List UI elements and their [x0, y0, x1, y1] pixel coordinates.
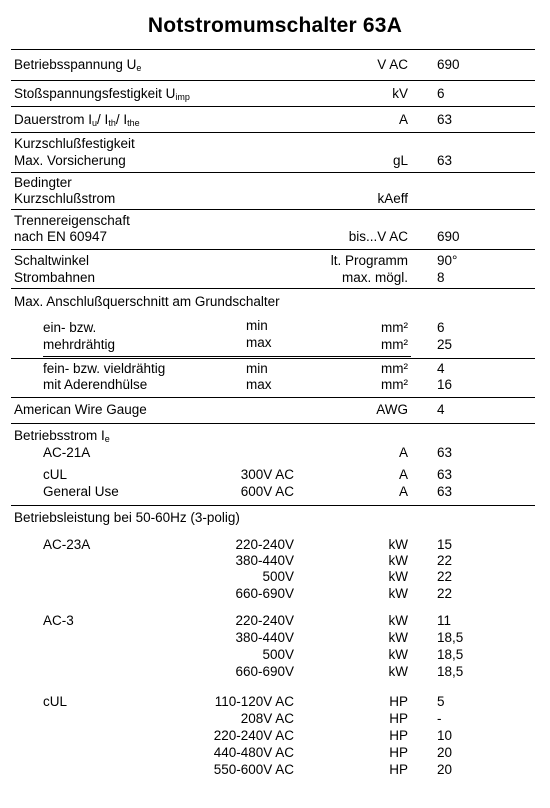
spec-unit: kW — [388, 586, 408, 601]
spec-value: 11 — [437, 613, 452, 628]
spec-value: 22 — [437, 586, 453, 601]
spec-label-trennereigenschaft: Trennereigenschaft — [14, 213, 130, 228]
spec-value: 4 — [437, 361, 445, 376]
spec-unit: A — [398, 445, 408, 460]
divider — [11, 505, 535, 506]
spec-value: 63 — [437, 445, 453, 460]
spec-unit: HP — [389, 745, 408, 760]
voltage-label: 660-690V — [235, 586, 294, 601]
spec-unit: A — [398, 467, 408, 482]
spec-label-schaltwinkel: Schaltwinkel — [14, 253, 90, 268]
divider — [11, 209, 535, 210]
spec-unit: mm² — [381, 377, 408, 392]
spec-unit: mm² — [381, 337, 408, 352]
spec-unit: kW — [388, 613, 408, 628]
spec-value: 10 — [437, 728, 453, 743]
voltage-label: 220-240V — [235, 537, 294, 552]
spec-value: 25 — [437, 337, 453, 352]
section-header-betriebsleistung: Betriebsleistung bei 50-60Hz (3-polig) — [14, 510, 240, 525]
spec-label-strombahnen: Strombahnen — [14, 270, 96, 285]
row-label: AC-21A — [43, 445, 91, 460]
voltage-label: 220-240V AC — [213, 728, 294, 743]
group-label: mehrdrähtig — [43, 337, 116, 352]
divider — [11, 172, 535, 173]
spec-label-kurzschlussstrom: Kurzschlußstrom — [14, 191, 116, 206]
condition-label: max — [246, 377, 272, 392]
spec-unit: HP — [389, 711, 408, 726]
voltage-label: 440-480V AC — [213, 745, 294, 760]
spec-unit: HP — [389, 728, 408, 743]
divider — [11, 80, 535, 81]
spec-value: 90° — [437, 253, 458, 268]
spec-unit: HP — [389, 762, 408, 777]
group-label: mit Aderendhülse — [43, 377, 148, 392]
group-label-ac3: AC-3 — [43, 613, 74, 628]
spec-label-betriebsspannung: Betriebsspannung $U_e$ — [14, 57, 142, 73]
voltage-label: 500V — [262, 569, 294, 584]
spec-unit: gL — [392, 153, 408, 168]
voltage-label: 110-120V AC — [214, 694, 294, 709]
spec-value: 20 — [437, 762, 453, 777]
spec-value: 15 — [437, 537, 453, 552]
spec-label-bedingter: Bedingter — [14, 175, 72, 190]
spec-label-vorsicherung: Max. Vorsicherung — [14, 153, 126, 168]
spec-unit: kV — [392, 86, 408, 101]
spec-label-dauerstrom: Dauerstrom $I_u/$ $I_{th}/$ $I_{the}$ — [14, 112, 140, 128]
divider — [11, 249, 535, 250]
group-label: ein- bzw. — [43, 320, 97, 335]
voltage-label: 380-440V — [235, 553, 294, 568]
spec-unit: kW — [388, 647, 408, 662]
spec-unit: kW — [388, 664, 408, 679]
divider — [43, 356, 411, 357]
group-label: fein- bzw. vieldrähtig — [43, 361, 166, 376]
spec-unit: AWG — [376, 402, 408, 417]
voltage-label: 500V — [262, 647, 294, 662]
spec-value: 22 — [437, 569, 453, 584]
section-header-anschluss: Max. Anschlußquerschnitt am Grundschalter — [14, 294, 280, 309]
spec-label-norm: nach EN 60947 — [14, 229, 108, 244]
spec-value: 22 — [437, 553, 453, 568]
divider — [11, 132, 535, 133]
condition-label: min — [246, 318, 268, 333]
spec-unit: kAeff — [377, 191, 408, 206]
spec-value: 690 — [437, 57, 460, 72]
spec-unit: kW — [388, 569, 408, 584]
condition-label: 300V AC — [240, 467, 294, 482]
spec-value: 4 — [437, 402, 445, 417]
spec-unit: mm² — [381, 361, 408, 376]
spec-value: 18,5 — [437, 647, 464, 662]
divider — [11, 49, 535, 50]
divider — [11, 288, 535, 289]
divider — [11, 423, 535, 424]
spec-value: - — [437, 711, 442, 726]
divider — [11, 106, 535, 107]
spec-unit: kW — [388, 553, 408, 568]
condition-label: max — [246, 335, 272, 350]
spec-label-kurzschlussfestigkeit: Kurzschlußfestigkeit — [14, 136, 135, 151]
spec-unit: bis...V AC — [348, 229, 408, 244]
spec-value: 6 — [437, 320, 445, 335]
spec-unit: V AC — [377, 57, 408, 72]
spec-unit: HP — [389, 694, 408, 709]
spec-unit: A — [398, 484, 408, 499]
spec-label-awg: American Wire Gauge — [14, 402, 147, 417]
spec-value: 8 — [437, 270, 445, 285]
spec-unit: kW — [388, 537, 408, 552]
spec-unit: mm² — [381, 320, 408, 335]
row-label: cUL — [43, 467, 68, 482]
group-label-cul: cUL — [43, 694, 68, 709]
condition-label: min — [246, 361, 268, 376]
spec-value: 63 — [437, 467, 453, 482]
page-title: Notstromumschalter 63A — [147, 14, 403, 37]
section-header-betriebsstrom: Betriebsstrom $I_e$ — [14, 428, 110, 444]
voltage-label: 660-690V — [235, 664, 294, 679]
spec-label-stossspannung: Stoßspannungsfestigkeit $U_{imp}$ — [14, 86, 190, 102]
divider — [11, 358, 535, 359]
spec-unit: kW — [388, 630, 408, 645]
spec-value: 63 — [437, 153, 453, 168]
spec-value: 690 — [437, 229, 460, 244]
spec-unit: lt. Programm — [330, 253, 408, 268]
spec-value: 63 — [437, 112, 453, 127]
spec-value: 16 — [437, 377, 453, 392]
row-label: General Use — [43, 484, 119, 499]
spec-value: 5 — [437, 694, 445, 709]
spec-value: 6 — [437, 86, 445, 101]
voltage-label: 550-600V AC — [213, 762, 294, 777]
spec-unit: max. mögl. — [341, 270, 408, 285]
spec-value: 18,5 — [437, 664, 464, 679]
divider — [11, 397, 535, 398]
spec-value: 18,5 — [437, 630, 464, 645]
voltage-label: 380-440V — [235, 630, 294, 645]
voltage-label: 208V AC — [240, 711, 294, 726]
group-label-ac23a: AC-23A — [43, 537, 91, 552]
spec-value: 20 — [437, 745, 453, 760]
spec-value: 63 — [437, 484, 453, 499]
voltage-label: 220-240V — [235, 613, 294, 628]
spec-unit: A — [398, 112, 408, 127]
condition-label: 600V AC — [240, 484, 294, 499]
